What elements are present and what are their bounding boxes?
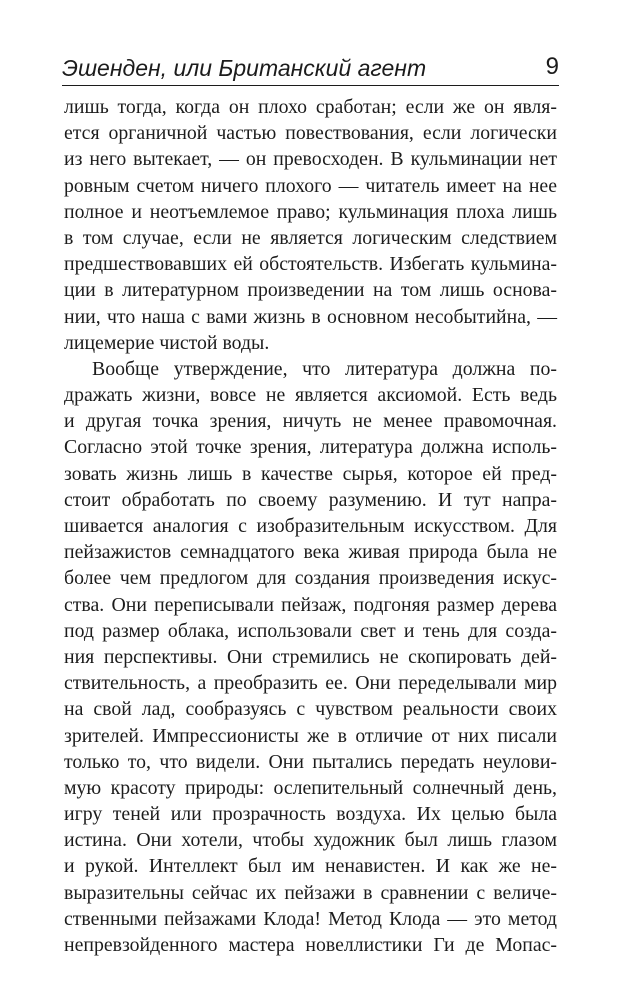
- text-line: непревзойденного мастера новеллистики Ги де Мопас-: [64, 934, 557, 956]
- text-line: Согласно этой точке зрения, литература должна исполь-: [64, 436, 557, 459]
- text-line: ственными пейзажами Клода! Метод Клода — это метод: [64, 907, 557, 930]
- text-line: и другая точка зрения, ничуть не менее правомочная.: [64, 410, 557, 433]
- text-line: зрителей. Импрессионисты же в отличие от них писали: [64, 724, 557, 747]
- text-line: пейзажистов семнадцатого века живая природа была не: [64, 541, 557, 564]
- text-line: и рукой. Интеллект был им ненавистен. И как же не-: [64, 855, 557, 878]
- text-line: в том случае, если не является логическим следствием: [64, 226, 557, 249]
- text-line: шивается аналогия с изобразительным искусством. Для: [64, 515, 557, 537]
- text-line: ется органичной частью повествования, если логически: [64, 122, 557, 145]
- header-rule: [62, 85, 559, 86]
- text-line: на свой лад, сообразуясь с чувством реальности своих: [64, 698, 557, 721]
- text-line: полное и неотъемлемое право; кульминация плоха лишь: [64, 200, 557, 223]
- text-line: ции в литературном произведении на том лишь основа-: [64, 279, 557, 302]
- text-line: стоит обработать по своему разумению. И тут напра-: [64, 488, 557, 511]
- text-line: истина. Они хотели, чтобы художник был лишь глазом: [64, 829, 557, 852]
- text-line: нии, что наша с вами жизнь в основном несобытийна, —: [64, 305, 557, 328]
- text-line: более чем предлогом для создания произведения искус-: [64, 567, 557, 590]
- page-number: 9: [545, 53, 559, 80]
- text-line: предшествовавших ей обстоятельств. Избегать кульмина-: [64, 253, 557, 276]
- text-line: игру теней или прозрачность воздуха. Их целью была: [64, 803, 557, 826]
- text-line: под размер облака, использовали свет и тень для созда-: [64, 619, 557, 642]
- text-line: лишь тогда, когда он плохо сработан; если же он явля-: [64, 96, 557, 118]
- text-line: только то, что видели. Они пытались передать неулови-: [64, 750, 557, 773]
- text-line: зовать жизнь лишь в качестве сырья, которое ей пред-: [64, 462, 557, 485]
- text-line: из него вытекает, — он превосходен. В кульминации нет: [64, 148, 557, 171]
- running-title: Эшенден, или Британский агент: [62, 55, 427, 81]
- text-line: дражать жизни, вовсе не является аксиомой. Есть ведь: [64, 384, 557, 407]
- text-line: ровным счетом ничего плохого — читатель имеет на нее: [64, 174, 557, 197]
- text-line: ствительность, а преобразить ее. Они переделывали мир: [64, 672, 557, 695]
- body-text: [64, 94, 557, 958]
- text-line: выразительны сейчас их пейзажи в сравнении с величе-: [64, 881, 557, 904]
- text-line: ства. Они переписывали пейзаж, подгоняя размер дерева: [64, 593, 557, 616]
- running-head: [62, 46, 559, 86]
- text-line: мую красоту природы: ослепительный солнечный день,: [64, 776, 557, 799]
- text-line: ния перспективы. Они стремились не скопировать дей-: [64, 645, 557, 668]
- text-line: Вообще утверждение, что литература должна по-: [92, 357, 557, 380]
- text-line: лицемерие чистой воды.: [64, 331, 270, 354]
